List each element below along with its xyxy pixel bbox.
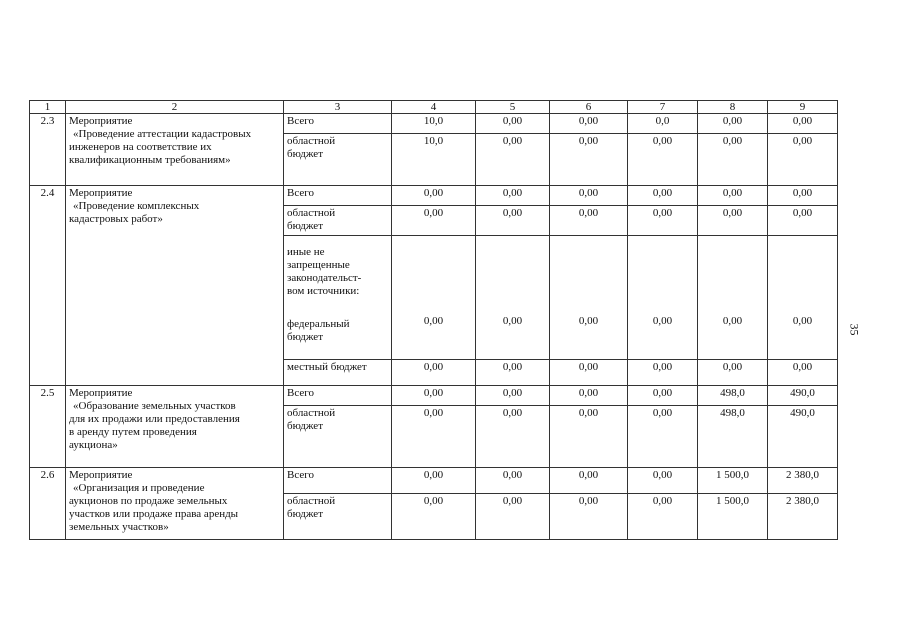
activity-name-line: «Проведение аттестации кадастровых	[73, 128, 252, 140]
source-label-line: бюджет	[287, 508, 323, 520]
col-header: 4	[392, 101, 476, 114]
value-cell: 0,00	[628, 406, 698, 468]
value-cell: 0,00	[768, 360, 838, 386]
activity-name-line: в аренду путем проведения	[69, 426, 197, 438]
value-cell: 0,00	[698, 114, 768, 134]
value-cell: 0,00	[476, 468, 550, 494]
source-label	[284, 236, 392, 360]
value-cell: 0,00	[476, 114, 550, 134]
value-cell: 1 500,0	[698, 494, 768, 540]
col-header: 8	[698, 101, 768, 114]
source-label-line: бюджет	[287, 331, 323, 343]
source-label	[284, 406, 392, 468]
activity-name-line: аукционов по продаже земельных	[69, 495, 228, 507]
value-cell: 498,0	[698, 406, 768, 468]
col-header: 3	[284, 101, 392, 114]
source-label: Всего	[284, 186, 392, 206]
value-text: 0,00	[722, 315, 743, 327]
budget-table	[29, 100, 838, 540]
activity-name-line: «Образование земельных участков	[73, 400, 236, 412]
value-cell: 0,00	[476, 186, 550, 206]
value-cell: 0,00	[628, 494, 698, 540]
activity-name-line: Мероприятие	[69, 187, 133, 199]
row-number: 2.5	[30, 386, 66, 468]
col-header: 6	[550, 101, 628, 114]
value-cell: 0,00	[392, 386, 476, 406]
source-label: Всего	[284, 386, 392, 406]
col-header: 1	[30, 101, 66, 114]
value-cell: 0,00	[550, 206, 628, 236]
source-label-line: иные не	[287, 246, 325, 258]
activity-name-line: квалификационным требованиям»	[69, 154, 231, 166]
source-label-line: бюджет	[287, 148, 323, 160]
source-label-line: областной	[287, 495, 336, 507]
value-cell: 0,00	[476, 134, 550, 186]
value-cell: 0,00	[698, 186, 768, 206]
value-cell: 0,00	[392, 206, 476, 236]
value-cell: 10,0	[392, 114, 476, 134]
row-number: 2.4	[30, 186, 66, 386]
value-cell: 490,0	[768, 406, 838, 468]
source-label-line: областной	[287, 207, 336, 219]
value-cell: 0,00	[550, 186, 628, 206]
source-label	[284, 206, 392, 236]
value-cell: 0,00	[628, 186, 698, 206]
value-cell: 498,0	[698, 386, 768, 406]
activity-name	[66, 386, 284, 468]
source-label: Всего	[284, 114, 392, 134]
value-cell: 0,00	[550, 360, 628, 386]
value-cell: 0,00	[550, 114, 628, 134]
value-cell: 0,00	[698, 134, 768, 186]
activity-name	[66, 186, 284, 386]
source-label-line: законодательст-	[287, 272, 362, 284]
table-row	[30, 386, 838, 406]
value-cell: 0,00	[476, 386, 550, 406]
value-cell: 0,00	[628, 134, 698, 186]
col-header: 5	[476, 101, 550, 114]
value-cell: 490,0	[768, 386, 838, 406]
value-cell: 0,00	[628, 206, 698, 236]
value-cell: 10,0	[392, 134, 476, 186]
value-cell	[768, 236, 838, 360]
value-cell: 0,00	[550, 386, 628, 406]
source-label-line: вом источники:	[287, 285, 360, 297]
value-text: 0,00	[792, 315, 813, 327]
activity-name-line: «Организация и проведение	[73, 482, 205, 494]
source-label-line: областной	[287, 407, 336, 419]
row-number: 2.6	[30, 468, 66, 540]
value-cell: 0,00	[550, 494, 628, 540]
value-cell: 0,00	[550, 406, 628, 468]
table-row	[30, 468, 838, 494]
value-cell: 2 380,0	[768, 494, 838, 540]
value-text: 0,00	[652, 315, 673, 327]
value-text: 0,00	[578, 315, 599, 327]
value-cell: 0,00	[768, 206, 838, 236]
value-cell: 0,00	[698, 206, 768, 236]
col-header: 9	[768, 101, 838, 114]
value-cell	[550, 236, 628, 360]
activity-name-line: «Проведение комплексных	[73, 200, 200, 212]
value-text: 0,00	[423, 315, 444, 327]
activity-name-line: земельных участков»	[69, 521, 169, 533]
value-cell: 0,00	[392, 186, 476, 206]
activity-name-line: Мероприятие	[69, 469, 133, 481]
col-header: 7	[628, 101, 698, 114]
source-label-line: бюджет	[287, 420, 323, 432]
value-cell	[698, 236, 768, 360]
value-cell: 0,00	[768, 114, 838, 134]
col-header: 2	[66, 101, 284, 114]
value-cell: 0,00	[476, 360, 550, 386]
source-label	[284, 494, 392, 540]
value-cell: 0,00	[768, 134, 838, 186]
activity-name-line: кадастровых работ»	[69, 213, 163, 225]
value-cell: 0,00	[392, 360, 476, 386]
source-label-line: областной	[287, 135, 336, 147]
activity-name	[66, 468, 284, 540]
value-cell	[628, 236, 698, 360]
source-label-line: бюджет	[287, 220, 323, 232]
value-cell: 0,00	[392, 468, 476, 494]
page-number: 35	[847, 323, 862, 336]
table-row	[30, 186, 838, 206]
value-cell: 0,0	[628, 114, 698, 134]
activity-name-line: для их продажи или предоставления	[69, 413, 240, 425]
value-cell: 0,00	[550, 134, 628, 186]
value-text: 0,00	[502, 315, 523, 327]
value-cell: 0,00	[768, 186, 838, 206]
source-label: местный бюджет	[284, 360, 392, 386]
source-label	[284, 134, 392, 186]
source-label-line: запрещенные	[287, 259, 350, 271]
activity-name	[66, 114, 284, 186]
value-cell: 0,00	[476, 206, 550, 236]
value-cell	[392, 236, 476, 360]
activity-name-line: участков или продаже права аренды	[69, 508, 239, 520]
value-cell: 2 380,0	[768, 468, 838, 494]
value-cell: 0,00	[628, 386, 698, 406]
source-label-line: федеральный	[287, 318, 350, 330]
row-number: 2.3	[30, 114, 66, 186]
activity-name-line: инженеров на соответствие их	[69, 141, 212, 153]
activity-name-line: Мероприятие	[69, 387, 133, 399]
value-cell: 0,00	[392, 494, 476, 540]
value-cell: 1 500,0	[698, 468, 768, 494]
value-cell: 0,00	[550, 468, 628, 494]
value-cell: 0,00	[476, 406, 550, 468]
activity-name-line: Мероприятие	[69, 115, 133, 127]
value-cell: 0,00	[628, 468, 698, 494]
header-row	[30, 101, 838, 114]
table-row	[30, 114, 838, 134]
value-cell	[476, 236, 550, 360]
value-cell: 0,00	[476, 494, 550, 540]
activity-name-line: аукциона»	[69, 439, 118, 451]
value-cell: 0,00	[628, 360, 698, 386]
source-label: Всего	[284, 468, 392, 494]
value-cell: 0,00	[392, 406, 476, 468]
value-cell: 0,00	[698, 360, 768, 386]
